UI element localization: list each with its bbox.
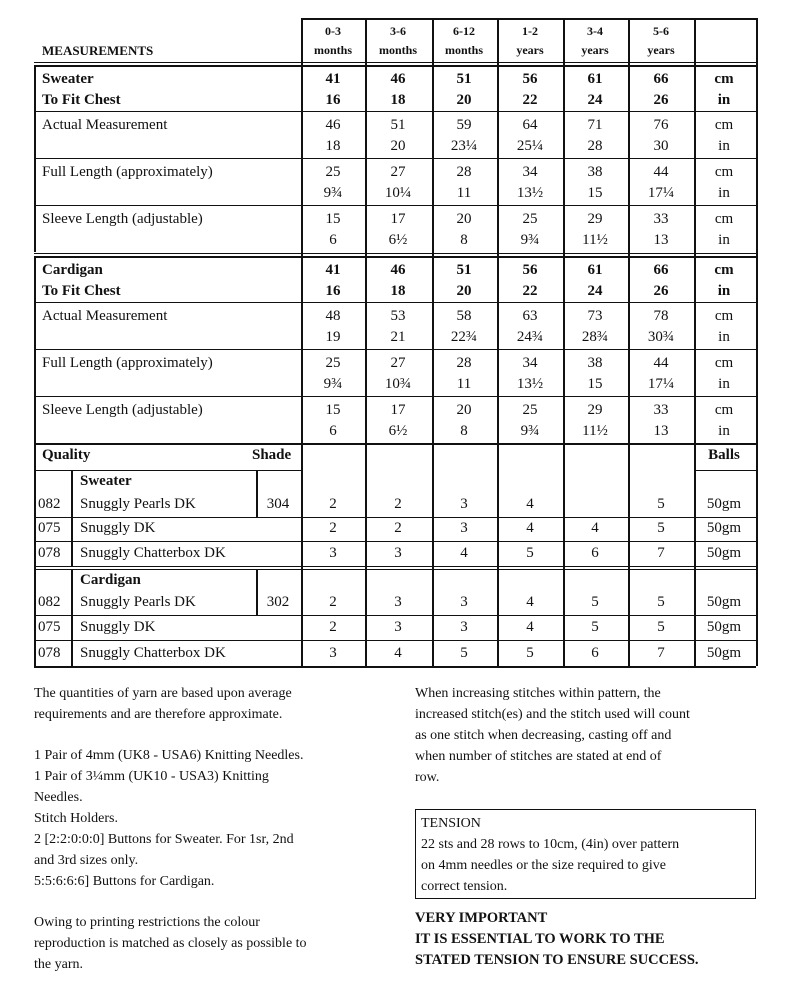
row-label: Actual Measurement <box>42 117 168 133</box>
grid-line <box>34 470 301 471</box>
unit-in: in <box>718 185 730 201</box>
tension-line: 22 sts and 28 rows to 10cm, (4in) over pattern <box>421 837 680 852</box>
grid-line <box>34 205 756 206</box>
cm-value: 46 <box>390 71 406 87</box>
size-label: 6-12 <box>453 24 475 38</box>
size-label: 0-3 <box>325 24 341 38</box>
row-label: To Fit Chest <box>42 92 121 108</box>
in-value: 11½ <box>582 232 608 248</box>
in-value: 25¼ <box>516 138 544 154</box>
grid-line <box>71 569 73 666</box>
size-label: months <box>378 43 418 57</box>
grid-line <box>256 569 258 615</box>
materials-line: 5:5:6:6:6] Buttons for Cardigan. <box>34 874 215 889</box>
cm-value: 25 <box>325 355 341 371</box>
grid-line <box>71 470 73 566</box>
unit-cm: cm <box>714 262 734 278</box>
grid-line <box>34 443 36 666</box>
unit-in: in <box>718 376 730 392</box>
yarn-quantity: 3 <box>394 545 402 561</box>
yarn-name: Snuggly Pearls DK <box>80 594 196 610</box>
in-value: 16 <box>325 92 341 108</box>
yarn-name: Snuggly Chatterbox DK <box>80 645 226 661</box>
cm-value: 17 <box>390 211 406 227</box>
note-line: as one stitch when decreasing, casting off and <box>415 728 672 743</box>
cm-value: 25 <box>325 164 341 180</box>
in-value: 23¼ <box>450 138 478 154</box>
size-label: months <box>313 43 353 57</box>
size-label: 3-4 <box>587 24 603 38</box>
in-value: 6½ <box>388 232 408 248</box>
materials-line: 1 Pair of 4mm (UK8 - USA6) Knitting Needles. <box>34 748 304 763</box>
size-label: years <box>647 43 675 57</box>
cm-value: 34 <box>522 164 538 180</box>
materials-line: 1 Pair of 3¼mm (UK10 - USA3) Knitting <box>34 769 269 784</box>
in-value: 22¾ <box>450 329 478 345</box>
unit-in: in <box>718 329 730 345</box>
in-value: 15 <box>587 376 603 392</box>
cm-value: 15 <box>325 402 341 418</box>
yarn-shade: 302 <box>266 594 290 610</box>
cm-value: 25 <box>522 402 538 418</box>
note-line: increased stitch(es) and the stitch used will count <box>415 707 690 722</box>
in-value: 17¼ <box>647 376 675 392</box>
yarn-quantity: 2 <box>329 496 337 512</box>
yarn-quantity: 3 <box>460 496 468 512</box>
shade-heading: Shade <box>252 447 292 463</box>
in-value: 22 <box>522 283 538 299</box>
grid-line <box>34 158 756 159</box>
size-label: years <box>581 43 609 57</box>
unit-in: in <box>717 283 731 299</box>
materials-line: Needles. <box>34 790 83 805</box>
yarn-quantity: 2 <box>329 520 337 536</box>
cm-value: 28 <box>456 164 472 180</box>
yarn-quantity: 3 <box>460 594 468 610</box>
yarn-code: 075 <box>38 619 61 635</box>
tension-line: on 4mm needles or the size required to give <box>421 858 666 873</box>
note-line: when number of stitches are stated at end of <box>415 749 662 764</box>
in-value: 26 <box>653 283 669 299</box>
yarn-code: 078 <box>38 545 61 561</box>
materials-line: Stitch Holders. <box>34 811 118 826</box>
cm-value: 28 <box>456 355 472 371</box>
unit-cm: cm <box>714 402 734 418</box>
cm-value: 51 <box>390 117 406 133</box>
yarn-quantity: 5 <box>460 645 468 661</box>
in-value: 20 <box>456 283 472 299</box>
cm-value: 20 <box>456 211 472 227</box>
row-label: Actual Measurement <box>42 308 168 324</box>
in-value: 18 <box>325 138 341 154</box>
cm-value: 48 <box>325 308 341 324</box>
cm-value: 51 <box>456 71 472 87</box>
yarn-code: 082 <box>38 594 61 610</box>
note-line: Owing to printing restrictions the colour <box>34 915 260 930</box>
grid-line <box>34 302 756 303</box>
yarn-name: Snuggly Chatterbox DK <box>80 545 226 561</box>
grid-line <box>256 470 258 517</box>
table-title: MEASUREMENTS <box>42 43 154 58</box>
yarn-quantity: 2 <box>329 619 337 635</box>
cm-value: 56 <box>522 262 538 278</box>
tension-line: correct tension. <box>421 879 508 894</box>
yarn-quantity: 4 <box>526 520 534 536</box>
yarn-code: 082 <box>38 496 61 512</box>
in-value: 8 <box>460 232 468 248</box>
in-value: 28¾ <box>581 329 609 345</box>
in-value: 11 <box>456 376 472 392</box>
cm-value: 76 <box>653 117 669 133</box>
cm-value: 27 <box>390 355 406 371</box>
important-notice <box>415 908 699 971</box>
size-label: years <box>516 43 544 57</box>
note-line: When increasing stitches within pattern, the <box>415 686 661 701</box>
note-line: The quantities of yarn are based upon average <box>34 686 292 701</box>
grid-line <box>34 666 756 668</box>
ball-weight: 50gm <box>706 545 742 561</box>
in-value: 13½ <box>516 376 544 392</box>
yarn-quantity: 2 <box>394 496 402 512</box>
cm-value: 71 <box>587 117 603 133</box>
in-value: 11 <box>456 185 472 201</box>
in-value: 9¾ <box>323 185 343 201</box>
in-value: 20 <box>456 92 472 108</box>
cm-value: 56 <box>522 71 538 87</box>
in-value: 24 <box>587 92 603 108</box>
unit-in: in <box>718 138 730 154</box>
grid-line <box>34 111 756 112</box>
yarn-quantity: 3 <box>329 645 337 661</box>
grid-line <box>34 349 756 350</box>
yarn-quantity: 3 <box>460 619 468 635</box>
cm-value: 66 <box>653 71 669 87</box>
yarn-quantity: 6 <box>591 645 599 661</box>
in-value: 6 <box>329 423 337 439</box>
cm-value: 33 <box>653 211 669 227</box>
in-value: 28 <box>587 138 603 154</box>
grid-line <box>756 18 758 666</box>
yarn-quantity: 4 <box>526 619 534 635</box>
yarn-quantity: 4 <box>526 496 534 512</box>
in-value: 6 <box>329 232 337 248</box>
yarn-quantity: 3 <box>460 520 468 536</box>
row-label: Sweater <box>42 71 94 87</box>
grid-line <box>34 615 756 616</box>
size-label: 3-6 <box>390 24 406 38</box>
in-value: 9¾ <box>520 423 540 439</box>
ball-weight: 50gm <box>706 645 742 661</box>
unit-cm: cm <box>714 308 734 324</box>
grid-line <box>694 470 756 471</box>
grid-line <box>34 541 756 542</box>
yarn-quantity: 2 <box>394 520 402 536</box>
grid-line <box>34 253 756 254</box>
ball-weight: 50gm <box>706 594 742 610</box>
tension-title: TENSION <box>421 816 481 831</box>
cm-value: 44 <box>653 164 669 180</box>
in-value: 10¾ <box>384 376 412 392</box>
cm-value: 41 <box>325 71 341 87</box>
yarn-name: Snuggly DK <box>80 520 156 536</box>
in-value: 18 <box>390 92 406 108</box>
row-label: To Fit Chest <box>42 283 121 299</box>
size-label: months <box>444 43 484 57</box>
yarn-quantity: 3 <box>394 594 402 610</box>
cm-value: 61 <box>587 71 603 87</box>
yarn-quantity: 5 <box>591 619 599 635</box>
cm-value: 61 <box>587 262 603 278</box>
yarn-quantity: 7 <box>657 545 665 561</box>
in-value: 24 <box>587 283 603 299</box>
cm-value: 29 <box>587 211 603 227</box>
in-value: 9¾ <box>520 232 540 248</box>
cm-value: 46 <box>390 262 406 278</box>
in-value: 30 <box>653 138 669 154</box>
row-label: Sleeve Length (adjustable) <box>42 402 203 418</box>
in-value: 13½ <box>516 185 544 201</box>
yarn-quantity: 2 <box>329 594 337 610</box>
yarn-quantity: 5 <box>526 645 534 661</box>
note-line: reproduction is matched as closely as possible to <box>34 936 307 951</box>
cm-value: 25 <box>522 211 538 227</box>
yarn-quantity: 5 <box>657 520 665 536</box>
ball-weight: 50gm <box>706 496 742 512</box>
in-value: 15 <box>587 185 603 201</box>
in-value: 20 <box>390 138 406 154</box>
size-label: 5-6 <box>653 24 669 38</box>
in-value: 19 <box>325 329 341 345</box>
yarn-quantity: 4 <box>526 594 534 610</box>
unit-cm: cm <box>714 211 734 227</box>
in-value: 16 <box>325 283 341 299</box>
yarn-quantity: 5 <box>657 619 665 635</box>
grid-line <box>34 65 756 67</box>
cm-value: 51 <box>456 262 472 278</box>
cm-value: 66 <box>653 262 669 278</box>
important-line: VERY IMPORTANT <box>415 910 548 926</box>
colour-note <box>34 912 307 975</box>
cm-value: 15 <box>325 211 341 227</box>
balls-heading: Balls <box>708 447 740 463</box>
cm-value: 20 <box>456 402 472 418</box>
cm-value: 63 <box>522 308 538 324</box>
materials-line: and 3rd sizes only. <box>34 853 139 868</box>
cm-value: 17 <box>390 402 406 418</box>
row-label: Full Length (approximately) <box>42 164 213 180</box>
yarn-name: Snuggly DK <box>80 619 156 635</box>
in-value: 13 <box>653 232 669 248</box>
row-label: Cardigan <box>42 262 103 278</box>
yarn-quantity: 5 <box>591 594 599 610</box>
row-label: Sleeve Length (adjustable) <box>42 211 203 227</box>
tension-box <box>415 809 756 899</box>
size-label: 1-2 <box>522 24 538 38</box>
grid-line <box>34 256 756 258</box>
in-value: 26 <box>653 92 669 108</box>
grid-line <box>34 396 756 397</box>
yarn-group-label: Sweater <box>80 473 132 489</box>
cm-value: 53 <box>390 308 406 324</box>
note-line: requirements and are therefore approximate. <box>34 707 283 722</box>
grid-line <box>34 569 756 570</box>
unit-cm: cm <box>714 355 734 371</box>
in-value: 11½ <box>582 423 608 439</box>
unit-in: in <box>718 232 730 248</box>
in-value: 24¾ <box>516 329 544 345</box>
cm-value: 33 <box>653 402 669 418</box>
yarn-quantity: 5 <box>657 496 665 512</box>
cm-value: 64 <box>522 117 538 133</box>
cm-value: 78 <box>653 308 669 324</box>
in-value: 18 <box>390 283 406 299</box>
yarn-quantity: 4 <box>460 545 468 561</box>
unit-cm: cm <box>714 71 734 87</box>
yarn-quantity: 4 <box>394 645 402 661</box>
yarn-quantity: 3 <box>329 545 337 561</box>
cm-value: 73 <box>587 308 603 324</box>
cm-value: 44 <box>653 355 669 371</box>
yarn-quantity: 7 <box>657 645 665 661</box>
yarn-code: 078 <box>38 645 61 661</box>
unit-in: in <box>717 92 731 108</box>
row-label: Full Length (approximately) <box>42 355 213 371</box>
unit-in: in <box>718 423 730 439</box>
in-value: 10¼ <box>384 185 412 201</box>
unit-cm: cm <box>714 164 734 180</box>
in-value: 8 <box>460 423 468 439</box>
quality-heading: Quality <box>42 447 91 463</box>
cm-value: 29 <box>587 402 603 418</box>
in-value: 9¾ <box>323 376 343 392</box>
cm-value: 27 <box>390 164 406 180</box>
ball-weight: 50gm <box>706 619 742 635</box>
important-line: STATED TENSION TO ENSURE SUCCESS. <box>415 952 699 968</box>
yarn-code: 075 <box>38 520 61 536</box>
in-value: 30¾ <box>647 329 675 345</box>
in-value: 17¼ <box>647 185 675 201</box>
materials-line: 2 [2:2:0:0:0] Buttons for Sweater. For 1sr, 2nd <box>34 832 294 847</box>
yarn-quantity: 5 <box>657 594 665 610</box>
grid-line <box>34 640 756 641</box>
grid-line <box>34 443 756 445</box>
in-value: 21 <box>390 329 406 345</box>
cm-value: 38 <box>587 164 603 180</box>
cm-value: 46 <box>325 117 341 133</box>
in-value: 6½ <box>388 423 408 439</box>
increasing-note <box>415 683 690 788</box>
grid-line <box>34 566 756 567</box>
yarn-quantity-note <box>34 683 292 725</box>
yarn-quantity: 3 <box>394 619 402 635</box>
note-line: row. <box>415 770 440 785</box>
cm-value: 38 <box>587 355 603 371</box>
in-value: 22 <box>522 92 538 108</box>
tension-text <box>421 813 679 897</box>
yarn-shade: 304 <box>266 496 290 512</box>
materials-list <box>34 745 303 892</box>
yarn-group-label: Cardigan <box>80 572 141 588</box>
yarn-quantity: 5 <box>526 545 534 561</box>
ball-weight: 50gm <box>706 520 742 536</box>
cm-value: 34 <box>522 355 538 371</box>
yarn-quantity: 4 <box>591 520 599 536</box>
yarn-quantity: 6 <box>591 545 599 561</box>
cm-value: 41 <box>325 262 341 278</box>
in-value: 13 <box>653 423 669 439</box>
unit-cm: cm <box>714 117 734 133</box>
grid-line <box>301 18 756 20</box>
cm-value: 59 <box>456 117 472 133</box>
note-line: the yarn. <box>34 957 83 972</box>
important-line: IT IS ESSENTIAL TO WORK TO THE <box>415 931 665 947</box>
yarn-name: Snuggly Pearls DK <box>80 496 196 512</box>
grid-line <box>34 517 756 518</box>
cm-value: 58 <box>456 308 472 324</box>
grid-line <box>34 62 756 63</box>
